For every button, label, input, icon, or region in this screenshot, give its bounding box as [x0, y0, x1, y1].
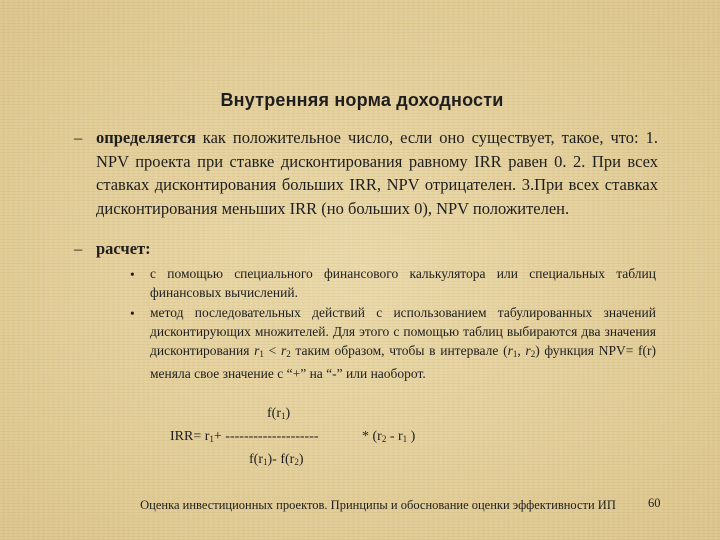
formula-multiplier: [362, 429, 415, 445]
formula-text: ): [298, 452, 304, 467]
dash-bullet: –: [74, 239, 83, 258]
subscript: 1: [209, 434, 214, 444]
bullet-dot: •: [130, 267, 135, 282]
var-r: r: [507, 343, 513, 358]
var-r: r: [254, 343, 260, 358]
formula-denominator: [249, 452, 303, 468]
comma: ,: [517, 343, 526, 358]
list-item-definition: [74, 126, 658, 220]
formula-numerator: [267, 406, 290, 422]
subscript: 1: [402, 434, 408, 444]
dash-bullet: –: [74, 128, 83, 147]
page-number: 60: [648, 496, 661, 510]
formula-text: + --------------------: [213, 429, 319, 444]
var-r: r: [280, 343, 287, 358]
subscript: 1: [263, 457, 268, 467]
slide-title: Внутренняя норма доходности: [220, 90, 504, 110]
formula-text: ): [407, 429, 416, 444]
list-item-calculation: [74, 237, 658, 261]
sub-item-iteration-method: [130, 303, 657, 383]
subscript: 1: [281, 411, 286, 421]
sub-item-text: ) функция NPV= f(r) меняла свое значение с “+” на “-” или наоборот.: [150, 343, 657, 381]
formula-text: f(r: [267, 406, 281, 421]
definition-text: как положительное число, если оно существует, такое, что: 1. NPV проекта при ставке дисконтирования равному IRR равен 0. 2. При всех ставках дисконтирования больших IRR, NPV отрицателен. 3.При всех ставках дисконтирования меньших IRR (но больших 0), NPV положителен.: [96, 128, 658, 218]
subscript: 1: [512, 349, 518, 359]
subscript: 2: [286, 349, 291, 359]
less-than: <: [263, 343, 281, 358]
slide-footer: Оценка инвестиционных проектов. Принципы и обоснование оценки эффективности ИП: [140, 498, 616, 512]
formula-text: ): [285, 406, 291, 421]
formula-text: - r: [386, 429, 403, 444]
formula-text: * (r: [362, 429, 382, 444]
bullet-dot: •: [130, 306, 135, 321]
var-r: r: [525, 343, 531, 358]
formula-main-line: [170, 429, 319, 445]
calculation-lead: расчет:: [96, 239, 151, 258]
formula-text: IRR= r: [170, 429, 210, 444]
formula-text: f(r: [249, 452, 263, 467]
sub-item-text: таким образом, чтобы в интервале (: [290, 343, 508, 358]
sub-item-calculator: [130, 264, 656, 302]
formula-text: )- f(r: [267, 452, 295, 467]
sub-item-text: метод последовательных действий с использованием табулированных значений дисконтирующих множителей. Для этого с помощью таблиц выбираются два значения дисконтирования: [150, 305, 656, 358]
definition-lead: определяется: [96, 128, 196, 147]
subscript: 2: [294, 457, 299, 467]
subscript: 1: [259, 349, 264, 359]
sub-item-text: с помощью специального финансового калькулятора или специальных таблиц финансовых вычислений.: [150, 266, 656, 300]
subscript: 2: [381, 434, 387, 444]
subscript: 2: [530, 349, 536, 359]
